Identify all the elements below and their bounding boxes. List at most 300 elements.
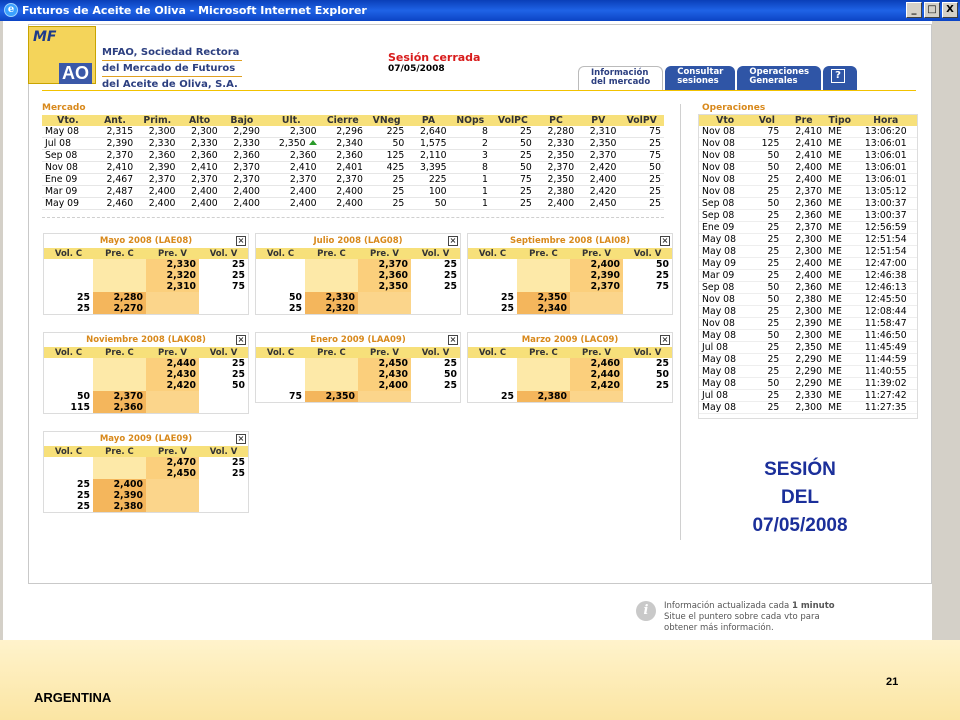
- close-icon[interactable]: ×: [449, 236, 457, 245]
- market-cell: [263, 174, 320, 186]
- operation-cell: ME: [825, 198, 855, 210]
- company-line-1: MFAO, Sociedad Rectora: [102, 47, 240, 58]
- order-book-row: [256, 391, 460, 402]
- market-cell: [577, 186, 619, 198]
- market-cell: [407, 198, 449, 210]
- order-book-cell: [146, 479, 199, 490]
- operation-cell: Mar 09: [699, 270, 751, 282]
- market-cell: [320, 138, 366, 150]
- operation-cell: 12:08:44: [855, 306, 917, 318]
- market-value: 425: [386, 162, 405, 173]
- order-book-cell: [199, 501, 248, 512]
- market-value: 1: [481, 174, 488, 185]
- market-cell: [619, 126, 664, 138]
- operation-cell: ME: [825, 150, 855, 162]
- close-icon[interactable]: ×: [449, 335, 457, 344]
- operation-cell: 2,410: [782, 150, 825, 162]
- market-value: 75: [649, 150, 661, 161]
- market-cell: [491, 150, 535, 162]
- market-row[interactable]: [42, 174, 664, 186]
- market-value: 2,420: [589, 186, 617, 197]
- operation-row: [699, 306, 917, 318]
- order-book-col-header: Pre. C: [93, 446, 146, 457]
- order-book: [43, 233, 249, 315]
- order-book-cell: [44, 369, 93, 380]
- order-book-cell: 2,450: [146, 468, 199, 479]
- market-row[interactable]: [42, 198, 664, 210]
- operation-cell: 2,290: [782, 366, 825, 378]
- market-cell: [94, 126, 136, 138]
- market-cell: [320, 198, 366, 210]
- logo-mf-text: MF: [33, 29, 57, 45]
- operation-row: [699, 162, 917, 174]
- market-cell: [136, 198, 178, 210]
- company-name: [102, 46, 242, 91]
- order-book-cell: 2,380: [93, 501, 146, 512]
- order-book-cell: 2,320: [305, 303, 358, 314]
- order-book-cell: [517, 380, 570, 391]
- order-book-cell: 2,430: [146, 369, 199, 380]
- order-book-cell: [411, 303, 460, 314]
- market-value: 2,315: [106, 126, 134, 137]
- window-title: Futuros de Aceite de Oliva - Microsoft Internet Explorer: [22, 4, 367, 17]
- order-book-header-row: [44, 347, 248, 358]
- operation-cell: 2,300: [782, 246, 825, 258]
- operation-cell: 11:46:50: [855, 330, 917, 342]
- order-book-cell: 25: [77, 292, 90, 303]
- tab-label-line: sesiones: [677, 76, 719, 86]
- operation-cell: ME: [825, 318, 855, 330]
- market-cell: [320, 150, 366, 162]
- operation-row: [699, 402, 917, 414]
- operation-cell: 2,300: [782, 306, 825, 318]
- order-book-cell: 25: [232, 259, 245, 270]
- order-book-cell: [468, 281, 517, 292]
- operation-cell: ME: [825, 378, 855, 390]
- market-cell: [178, 162, 220, 174]
- operation-cell: May 08: [699, 246, 751, 258]
- operation-cell: ME: [825, 126, 855, 138]
- order-book-cell: [411, 292, 460, 303]
- close-icon[interactable]: ×: [237, 434, 245, 443]
- operation-cell: May 08: [699, 330, 751, 342]
- market-cell: [221, 174, 263, 186]
- operation-cell: Ene 09: [699, 222, 751, 234]
- market-cell: [491, 138, 535, 150]
- main-tabs: [578, 66, 857, 90]
- market-value: 1,575: [419, 138, 447, 149]
- operation-cell: Nov 08: [699, 294, 751, 306]
- operation-cell: May 08: [699, 306, 751, 318]
- operation-row: [699, 186, 917, 198]
- market-cell: [535, 174, 577, 186]
- order-book-cell: 25: [444, 259, 457, 270]
- order-book-row: [44, 270, 248, 281]
- market-cell: [263, 198, 320, 210]
- order-book-col-header: Vol. V: [623, 248, 672, 259]
- close-icon[interactable]: ×: [661, 335, 669, 344]
- order-book-title: [44, 234, 248, 248]
- market-col-header: Vto.: [42, 115, 94, 126]
- order-book-cell: 2,440: [570, 369, 623, 380]
- order-book-cell: [93, 358, 146, 369]
- order-book-col-header: Vol. C: [256, 347, 305, 358]
- order-book-cell: 25: [656, 380, 669, 391]
- order-book-title: [468, 333, 672, 347]
- market-cell: [450, 126, 491, 138]
- order-book-cell: 2,270: [93, 303, 146, 314]
- column-divider: [680, 104, 681, 540]
- operation-cell: 13:06:01: [855, 162, 917, 174]
- order-book-header-row: [256, 248, 460, 259]
- order-book-col-header: Pre. V: [358, 248, 411, 259]
- order-book: [43, 431, 249, 513]
- tab-operaciones-generales[interactable]: [737, 66, 821, 90]
- operation-cell: 25: [751, 402, 782, 414]
- order-book-row: [256, 303, 460, 314]
- market-value: 2,400: [233, 198, 260, 209]
- market-cell: [178, 126, 220, 138]
- order-book-title-text: Septiembre 2008 (LAI08): [510, 236, 630, 246]
- session-date: 07/05/2008: [388, 64, 445, 74]
- order-book-table: [468, 347, 672, 402]
- order-book-cell: 25: [232, 369, 245, 380]
- market-row[interactable]: [42, 126, 664, 138]
- operation-cell: 11:27:35: [855, 402, 917, 414]
- order-book-cell: 2,320: [146, 270, 199, 281]
- order-book-col-header: Vol. V: [411, 248, 460, 259]
- operation-cell: 11:27:42: [855, 390, 917, 402]
- order-book-cell: [44, 358, 93, 369]
- order-book-cell: 50: [656, 369, 669, 380]
- order-book-col-header: Vol. C: [44, 446, 93, 457]
- order-book-cell: [93, 457, 146, 468]
- market-cell: [178, 186, 220, 198]
- market-value: 2,370: [148, 174, 176, 185]
- order-book-cell: [358, 303, 411, 314]
- operation-cell: Nov 08: [699, 126, 751, 138]
- order-book-cell: 2,450: [358, 358, 411, 369]
- market-value: 2,400: [233, 186, 260, 197]
- market-cell: [178, 198, 220, 210]
- maximize-button[interactable]: □: [924, 2, 940, 18]
- market-cell: [491, 198, 535, 210]
- order-book-row: [256, 270, 460, 281]
- close-icon[interactable]: ×: [237, 236, 245, 245]
- order-book-title: [256, 333, 460, 347]
- order-book-cell: 2,400: [570, 259, 623, 270]
- order-book-cell: 25: [444, 380, 457, 391]
- market-col-header: VNeg: [366, 115, 407, 126]
- market-cell: [221, 186, 263, 198]
- order-book-col-header: Vol. V: [411, 347, 460, 358]
- order-book-cell: [358, 292, 411, 303]
- order-book-cell: [517, 369, 570, 380]
- market-value: 25: [649, 138, 661, 149]
- operation-cell: 50: [751, 378, 782, 390]
- market-cell: [136, 162, 178, 174]
- market-cell: [407, 138, 449, 150]
- operation-row: [699, 150, 917, 162]
- market-cell: [320, 186, 366, 198]
- order-book-cell: [305, 270, 358, 281]
- order-book-cell: 115: [70, 402, 90, 413]
- order-book-cell: 2,420: [570, 380, 623, 391]
- market-value: 8: [481, 126, 488, 137]
- market-value: 2,370: [106, 150, 134, 161]
- operations-header-row: [699, 115, 917, 126]
- operations-col-header: Vol: [751, 115, 782, 126]
- order-book-cell: [199, 303, 248, 314]
- market-cell: [136, 150, 178, 162]
- order-book-cell: [468, 270, 517, 281]
- market-value: 2,410: [289, 162, 317, 173]
- market-col-header: Ant.: [94, 115, 136, 126]
- order-book-cell: [358, 391, 411, 402]
- order-book: [43, 332, 249, 414]
- market-value: 2,390: [148, 162, 176, 173]
- market-cell: [221, 150, 263, 162]
- order-book-header-row: [468, 248, 672, 259]
- market-row[interactable]: [42, 138, 664, 150]
- market-cell: [136, 174, 178, 186]
- order-book-row: [256, 358, 460, 369]
- operation-cell: 50: [751, 162, 782, 174]
- market-cell: [136, 186, 178, 198]
- market-value: 2,370: [336, 174, 363, 185]
- operation-cell: Sep 08: [699, 210, 751, 222]
- order-book-cell: [93, 468, 146, 479]
- operation-cell: Nov 08: [699, 150, 751, 162]
- operation-row: [699, 390, 917, 402]
- order-book-cell: 75: [232, 281, 245, 292]
- market-value: 75: [520, 174, 532, 185]
- market-value: 2,400: [589, 174, 617, 185]
- order-book-table: [44, 347, 248, 413]
- order-book-cell: 25: [656, 270, 669, 281]
- order-book-cell: 2,370: [358, 259, 411, 270]
- market-value: 25: [392, 198, 405, 209]
- tab-label-line: Información: [591, 68, 649, 78]
- info-text-3: obtener más información.: [664, 623, 774, 633]
- operation-cell: 2,390: [782, 318, 825, 330]
- operations-section-title: Operaciones: [702, 103, 766, 113]
- operation-row: [699, 210, 917, 222]
- order-book: [255, 332, 461, 403]
- market-value: 2,401: [336, 162, 363, 173]
- operation-cell: Nov 08: [699, 186, 751, 198]
- operation-cell: 13:05:12: [855, 186, 917, 198]
- order-book-row: [44, 281, 248, 292]
- order-book-cell: [93, 281, 146, 292]
- tab-help[interactable]: [823, 66, 857, 90]
- operation-cell: 2,410: [782, 138, 825, 150]
- market-col-header: Ult.: [263, 115, 320, 126]
- market-value: 2,400: [191, 198, 218, 209]
- market-value: 2,390: [106, 138, 134, 149]
- market-value: 50: [520, 138, 532, 149]
- operation-cell: 13:00:37: [855, 210, 917, 222]
- order-book-row: [256, 369, 460, 380]
- market-row[interactable]: [42, 150, 664, 162]
- order-book-cell: [256, 369, 305, 380]
- order-book-cell: [517, 270, 570, 281]
- market-value: Mar 09: [45, 186, 78, 197]
- order-book-cell: 50: [289, 292, 302, 303]
- operation-row: [699, 318, 917, 330]
- order-book-col-header: Vol. C: [256, 248, 305, 259]
- close-icon[interactable]: ×: [661, 236, 669, 245]
- market-cell: [366, 198, 407, 210]
- market-value: 225: [428, 174, 447, 185]
- order-book-cell: [93, 380, 146, 391]
- market-value: 50: [649, 162, 661, 173]
- market-cell: [221, 126, 263, 138]
- close-icon[interactable]: ×: [237, 335, 245, 344]
- tab-informacion-mercado[interactable]: [578, 66, 663, 90]
- order-book-row: [44, 303, 248, 314]
- order-book-cell: 2,350: [305, 391, 358, 402]
- market-col-header: PV: [577, 115, 619, 126]
- operation-cell: ME: [825, 246, 855, 258]
- operation-cell: 25: [751, 258, 782, 270]
- tab-consultar-sesiones[interactable]: [665, 66, 735, 90]
- market-cell: [94, 138, 136, 150]
- order-book-cell: [199, 402, 248, 413]
- market-value: 50: [434, 198, 447, 209]
- order-book-col-header: Pre. C: [305, 248, 358, 259]
- order-book-row: [256, 259, 460, 270]
- market-cell: [94, 174, 136, 186]
- operation-cell: 13:06:01: [855, 174, 917, 186]
- info-text-2: Situe el puntero sobre cada vto para: [664, 612, 820, 622]
- market-value: 2,300: [148, 126, 176, 137]
- order-book-cell: [623, 391, 672, 402]
- order-book-cell: 25: [77, 303, 90, 314]
- operation-cell: 25: [751, 390, 782, 402]
- market-cell: [221, 162, 263, 174]
- order-book-cell: 75: [656, 281, 669, 292]
- order-book-cell: [146, 402, 199, 413]
- market-cell: [320, 126, 366, 138]
- order-book-cell: 2,400: [358, 380, 411, 391]
- order-book-cell: 2,400: [93, 479, 146, 490]
- order-book-row: [44, 391, 248, 402]
- operation-cell: 12:46:38: [855, 270, 917, 282]
- order-book: [467, 332, 673, 403]
- order-book-cell: 2,350: [358, 281, 411, 292]
- market-row[interactable]: [42, 162, 664, 174]
- order-book: [255, 233, 461, 315]
- market-value: 2,400: [289, 186, 317, 197]
- order-book-cell: [411, 391, 460, 402]
- market-value: 2,340: [336, 138, 363, 149]
- operation-cell: 2,290: [782, 354, 825, 366]
- browser-scroll-gutter: [932, 21, 960, 640]
- market-cell: [263, 138, 320, 150]
- market-cell: [619, 186, 664, 198]
- market-cell: [366, 162, 407, 174]
- order-book-cell: 2,350: [517, 292, 570, 303]
- market-cell: [136, 126, 178, 138]
- market-value: Jul 08: [45, 138, 72, 149]
- market-value: 2,370: [233, 162, 260, 173]
- operation-cell: May 08: [699, 354, 751, 366]
- order-book-row: [44, 369, 248, 380]
- market-cell: [619, 138, 664, 150]
- order-book-row: [468, 270, 672, 281]
- operation-cell: ME: [825, 354, 855, 366]
- order-book-row: [468, 358, 672, 369]
- market-cell: [263, 162, 320, 174]
- operation-cell: ME: [825, 186, 855, 198]
- operation-cell: 25: [751, 186, 782, 198]
- operation-cell: ME: [825, 366, 855, 378]
- order-book: [467, 233, 673, 315]
- overlay-line-1: SESIÓN: [764, 459, 836, 480]
- minimize-button[interactable]: _: [906, 2, 922, 18]
- market-value: 2,400: [336, 198, 363, 209]
- operation-cell: ME: [825, 234, 855, 246]
- operation-cell: ME: [825, 258, 855, 270]
- operation-cell: 2,360: [782, 282, 825, 294]
- order-book-cell: 50: [232, 380, 245, 391]
- market-col-header: VolPV: [619, 115, 664, 126]
- window-controls: [906, 2, 958, 18]
- order-book-header-row: [44, 248, 248, 259]
- order-book-cell: 25: [77, 490, 90, 501]
- market-table: [42, 115, 664, 210]
- order-book-col-header: Vol. C: [468, 347, 517, 358]
- market-value: 2,370: [191, 174, 218, 185]
- market-value: 2,370: [233, 174, 260, 185]
- market-value: 2,410: [191, 162, 218, 173]
- tab-label-line: Operaciones: [749, 67, 810, 77]
- operation-row: [699, 138, 917, 150]
- order-book-cell: [146, 292, 199, 303]
- close-button[interactable]: X: [942, 2, 958, 18]
- order-book-title: [468, 234, 672, 248]
- operations-col-header: Hora: [855, 115, 917, 126]
- market-value: 2,350: [278, 138, 306, 149]
- operation-row: [699, 258, 917, 270]
- market-row[interactable]: [42, 186, 664, 198]
- operation-cell: 11:44:59: [855, 354, 917, 366]
- market-cell: [94, 198, 136, 210]
- order-book-cell: 25: [232, 468, 245, 479]
- company-line-3: del Aceite de Oliva, S.A.: [102, 79, 238, 90]
- order-book-cell: [199, 490, 248, 501]
- info-icon: i: [636, 601, 656, 621]
- order-book-cell: [44, 457, 93, 468]
- order-book-cell: [468, 259, 517, 270]
- order-book-cell: 2,310: [146, 281, 199, 292]
- market-col-header: VolPC: [491, 115, 535, 126]
- market-cell: [619, 150, 664, 162]
- operation-cell: ME: [825, 294, 855, 306]
- operations-col-header: Pre: [782, 115, 825, 126]
- section-divider: [42, 217, 664, 218]
- overlay-line-3: 07/05/2008: [752, 515, 848, 536]
- order-book-row: [44, 457, 248, 468]
- order-book-cell: 25: [444, 281, 457, 292]
- internet-explorer-icon: e: [4, 3, 18, 17]
- order-book-cell: 2,340: [517, 303, 570, 314]
- market-value: 25: [392, 186, 405, 197]
- order-book-header-row: [468, 347, 672, 358]
- market-value: 2,350: [547, 150, 575, 161]
- order-book-row: [44, 380, 248, 391]
